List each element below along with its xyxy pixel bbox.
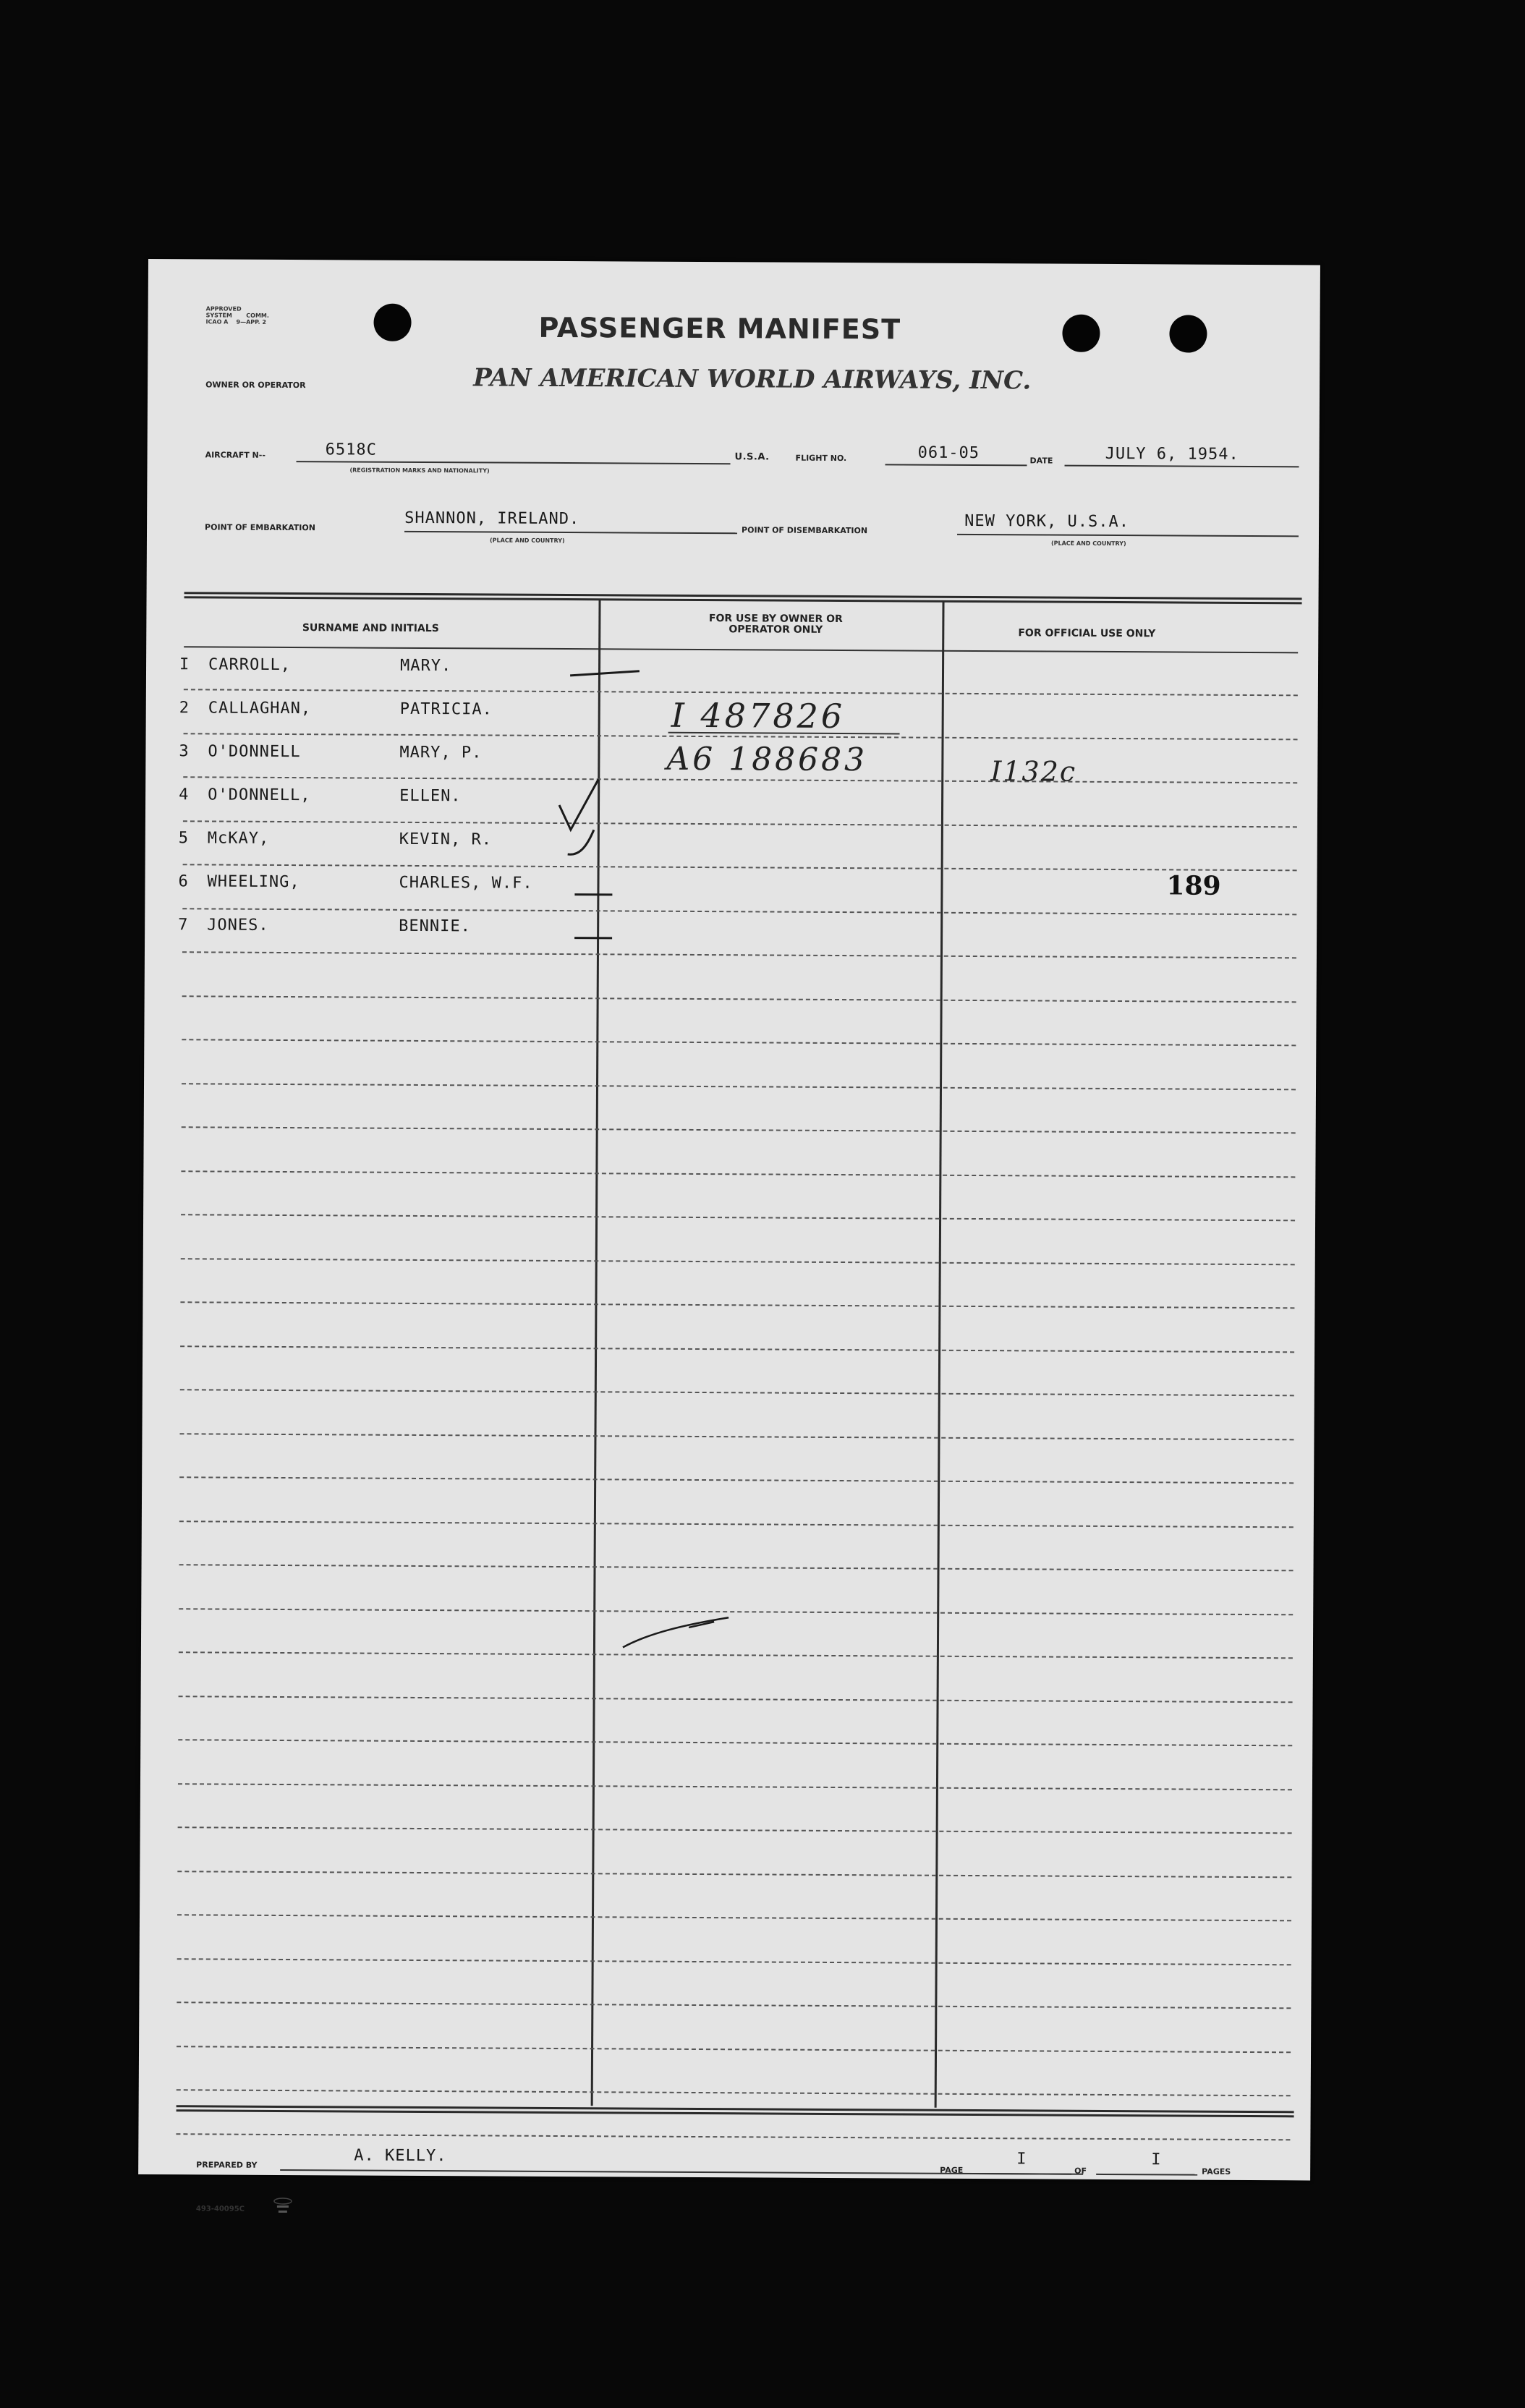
disembark-place-note: (PLACE AND COUNTRY) xyxy=(1050,540,1126,548)
approval-line: COMM. xyxy=(246,312,269,319)
table-row xyxy=(178,872,532,893)
table-row xyxy=(179,742,482,762)
row-number: 3 xyxy=(179,742,190,761)
official-note: I132c xyxy=(990,755,1077,788)
embark-place-note: (PLACE AND COUNTRY) xyxy=(489,537,565,545)
passenger-given: MARY, P. xyxy=(399,743,483,762)
ruled-line xyxy=(179,1696,1293,1703)
approval-line: ICAO A xyxy=(205,318,229,326)
form-code: 493-40095C xyxy=(195,2205,245,2213)
passenger-given: KEVIN, R. xyxy=(399,830,493,849)
table-row xyxy=(179,655,451,675)
ruled-line xyxy=(177,2089,1291,2096)
disembark-label: POINT OF DISEMBARKATION xyxy=(742,525,868,536)
table-row xyxy=(179,699,493,718)
aircraft-underline xyxy=(297,461,731,464)
header-rule xyxy=(184,646,1298,653)
form-title: PASSENGER MANIFEST xyxy=(538,311,901,346)
ruled-line xyxy=(178,1826,1292,1834)
ruled-line xyxy=(181,1214,1295,1221)
table-row xyxy=(179,829,492,848)
column-divider xyxy=(935,602,945,2108)
registration-note: (REGISTRATION MARKS AND NATIONALITY) xyxy=(349,467,490,475)
passenger-given: ELLEN. xyxy=(399,786,462,806)
prepared-by-value: A. KELLY. xyxy=(354,2146,447,2166)
ruled-line xyxy=(177,1958,1291,1965)
ruled-line xyxy=(180,1389,1294,1396)
manifest-sheet xyxy=(138,259,1320,2213)
ruled-line xyxy=(182,1083,1296,1090)
ruled-line xyxy=(181,1170,1295,1178)
ruled-line xyxy=(179,1564,1294,1571)
aircraft-value: 6518C xyxy=(325,441,377,459)
embark-underline xyxy=(404,531,737,534)
ruled-line xyxy=(183,864,1297,871)
col-surname-header: SURNAME AND INITIALS xyxy=(302,622,439,635)
passenger-surname: WHEELING, xyxy=(207,872,300,892)
ruled-line xyxy=(179,1520,1294,1528)
ruled-line xyxy=(182,951,1296,958)
row-number: 2 xyxy=(179,699,190,718)
ruled-line xyxy=(176,2133,1290,2140)
table-row xyxy=(179,786,462,805)
disembark-underline xyxy=(957,534,1299,537)
approval-line: APPROVED xyxy=(205,305,242,312)
passenger-surname: JONES. xyxy=(207,916,269,935)
approval-block xyxy=(206,305,269,325)
ruled-line xyxy=(177,2046,1291,2053)
passenger-given: BENNIE. xyxy=(399,916,471,936)
row-number: 6 xyxy=(178,872,189,891)
ruled-line xyxy=(184,689,1298,696)
page-underline xyxy=(970,2173,1071,2175)
ruled-line xyxy=(180,1345,1294,1353)
flight-value: 061-05 xyxy=(917,443,980,463)
country-label: U.S.A. xyxy=(734,451,770,463)
table-row xyxy=(178,916,471,935)
ruled-line xyxy=(182,908,1296,915)
table-bottom-rule xyxy=(177,2105,1294,2117)
date-value: JULY 6, 1954. xyxy=(1105,444,1239,464)
ruled-line xyxy=(182,995,1296,1003)
passenger-given: CHARLES, W.F. xyxy=(399,873,533,893)
ruled-line xyxy=(177,1914,1291,1921)
ruled-line xyxy=(182,1039,1296,1046)
owner-label: OWNER OR OPERATOR xyxy=(205,380,306,391)
punch-hole-icon xyxy=(1062,315,1100,352)
aircraft-label: AIRCRAFT N-- xyxy=(205,450,266,460)
punch-hole-icon xyxy=(1169,315,1207,352)
check-mark-icon xyxy=(570,670,640,676)
passenger-surname: CARROLL, xyxy=(208,655,292,675)
pages-label: PAGES xyxy=(1202,2166,1231,2177)
ruled-line xyxy=(179,1476,1294,1484)
ruled-line xyxy=(178,1783,1292,1790)
ruled-line xyxy=(178,1739,1292,1746)
dash-mark-icon xyxy=(574,937,612,939)
page-label: PAGE xyxy=(940,2165,964,2175)
ruled-line xyxy=(177,1871,1291,1878)
ruled-line xyxy=(181,1258,1295,1265)
ruled-line xyxy=(180,1301,1294,1309)
passenger-surname: O'DONNELL xyxy=(208,742,301,762)
pen-stroke-icon xyxy=(620,1611,736,1655)
pages-value: I xyxy=(1151,2150,1162,2169)
owner-note-1: I 487826 xyxy=(671,695,846,736)
approval-line: SYSTEM xyxy=(205,312,232,319)
ruled-line xyxy=(183,820,1297,828)
punch-hole-icon xyxy=(373,304,411,341)
passenger-surname: O'DONNELL, xyxy=(208,786,311,805)
ruled-line xyxy=(177,2001,1291,2009)
passenger-surname: CALLAGHAN, xyxy=(208,699,312,718)
passenger-given: MARY. xyxy=(399,656,452,676)
flight-underline xyxy=(885,464,1027,466)
prepared-label: PREPARED BY xyxy=(196,2160,258,2170)
stamp-number: 189 xyxy=(1166,870,1221,901)
union-label-icon xyxy=(270,2195,296,2217)
of-label: OF xyxy=(1074,2166,1087,2176)
ruled-lines xyxy=(148,259,1320,265)
date-label: DATE xyxy=(1029,456,1053,466)
operator-name: PAN AMERICAN WORLD AIRWAYS, INC. xyxy=(473,363,1032,396)
table-top-rule xyxy=(184,592,1302,604)
date-underline xyxy=(1065,465,1299,468)
pages-underline xyxy=(1096,2174,1197,2176)
ruled-line xyxy=(182,1126,1296,1133)
dash-mark-icon xyxy=(574,893,612,895)
col-owner-header: FOR USE BY OWNER OR OPERATOR ONLY xyxy=(708,613,843,636)
approval-line: 9—APP. 2 xyxy=(236,318,266,326)
passenger-given: PATRICIA. xyxy=(399,699,493,719)
passenger-surname: McKAY, xyxy=(207,829,270,848)
row-number: 7 xyxy=(178,916,189,935)
ruled-line xyxy=(179,1433,1294,1440)
col-official-header: FOR OFFICIAL USE ONLY xyxy=(1018,627,1156,640)
flight-label: FLIGHT NO. xyxy=(795,453,847,464)
page-value: I xyxy=(1016,2150,1027,2169)
check-mark-icon xyxy=(565,825,608,861)
embark-value: SHANNON, IRELAND. xyxy=(404,509,580,529)
row-number: 5 xyxy=(178,829,190,848)
owner-note-2: A6 188683 xyxy=(666,740,868,779)
embark-label: POINT OF EMBARKATION xyxy=(205,522,315,533)
row-number: 4 xyxy=(179,786,190,804)
disembark-value: NEW YORK, U.S.A. xyxy=(964,511,1130,532)
row-number: I xyxy=(179,655,190,674)
